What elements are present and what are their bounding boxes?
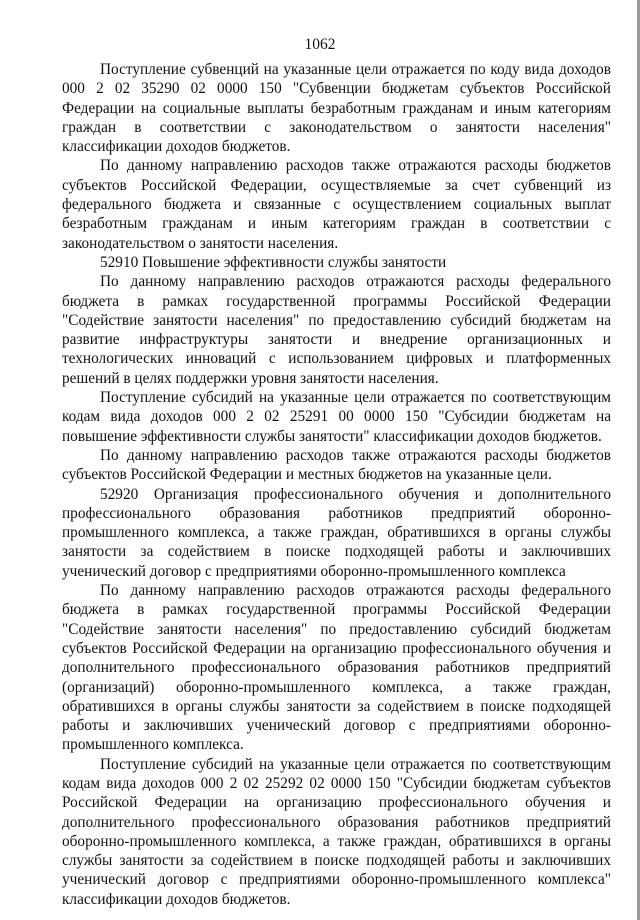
paragraph: Поступление субвенций на указанные цели отражается по коду вида доходов 000 2 02 35290 02 0000 150 "Субвенции бюджетам субъектов Российской Федерации на социальные выплаты безработным гражданам и иным категориям граждан в соответствии с законодательством о занятости населения" классификации доходов бюджетов. [62,61,611,156]
paragraph: По данному направлению расходов отражаются расходы федерального бюджета в рамках государственной программы Российской Федерации "Содействие занятости населения" по предоставлению субсидий бюджетам на развитие инфраструктуры занятости и внедрение организационных и технологических инноваций с использованием цифровых и платформенных решений в целях поддержки уровня занятости населения. [62,273,611,387]
section-heading: 52920 Организация профессионального обучения и дополнительного профессионального образования работников предприятий оборонно-промышленного комплекса, а также граждан, обратившихся в органы службы занятости за содействием в поиске подходящей работы и заключивших ученический договор с предприятиями оборонно-промышленного комплекса [62,485,611,580]
paragraph: По данному направлению расходов также отражаются расходы бюджетов субъектов Российской Федерации и местных бюджетов на указанные цели. [62,446,611,484]
page-number: 1062 [304,36,336,53]
paragraph: Поступление субсидий на указанные цели отражается по соответствующим кодам вида доходов 000 2 02 25291 00 0000 150 "Субсидии бюджетам на повышение эффективности службы занятости" классификации доходов бюджетов. [62,389,611,445]
paragraph: По данному направлению расходов также отражаются расходы бюджетов субъектов Российской Федерации, осуществляемые за счет субвенций из федерального бюджета и связанные с осуществлением социальных выплат безработным гражданам и иным категориям граждан в соответствии с законодательством о занятости населения. [62,157,611,252]
paragraph: По данному направлению расходов отражаются расходы федерального бюджета в рамках государственной программы Российской Федерации "Содействие занятости населения" по предоставлению субсидий бюджетам субъектов Российской Федерации на организацию профессионального обучения и дополнительного профессионального образования работников предприятий (организаций) оборонно-промышленного комплекса, а также граждан, обратившихся в органы службы занятости за содействием в поиске подходящей работы и заключивших ученический договор с предприятиями оборонно-промышленного комплекса. [62,582,611,754]
document-body [62,60,611,909]
section-heading: 52910 Повышение эффективности службы занятости [100,253,447,271]
paragraph: Поступление субсидий на указанные цели отражается по соответствующим кодам вида доходов 000 2 02 25292 02 0000 150 "Субсидии бюджетам субъектов Российской Федерации на организацию профессионального обучения и дополнительного профессионального образования работников предприятий оборонно-промышленного комплекса, а также граждан, обратившихся в органы службы занятости за содействием в поиске подходящей работы и заключивших ученический договор с предприятиями оборонно-промышленного комплекса" классификации доходов бюджетов. [62,755,611,908]
